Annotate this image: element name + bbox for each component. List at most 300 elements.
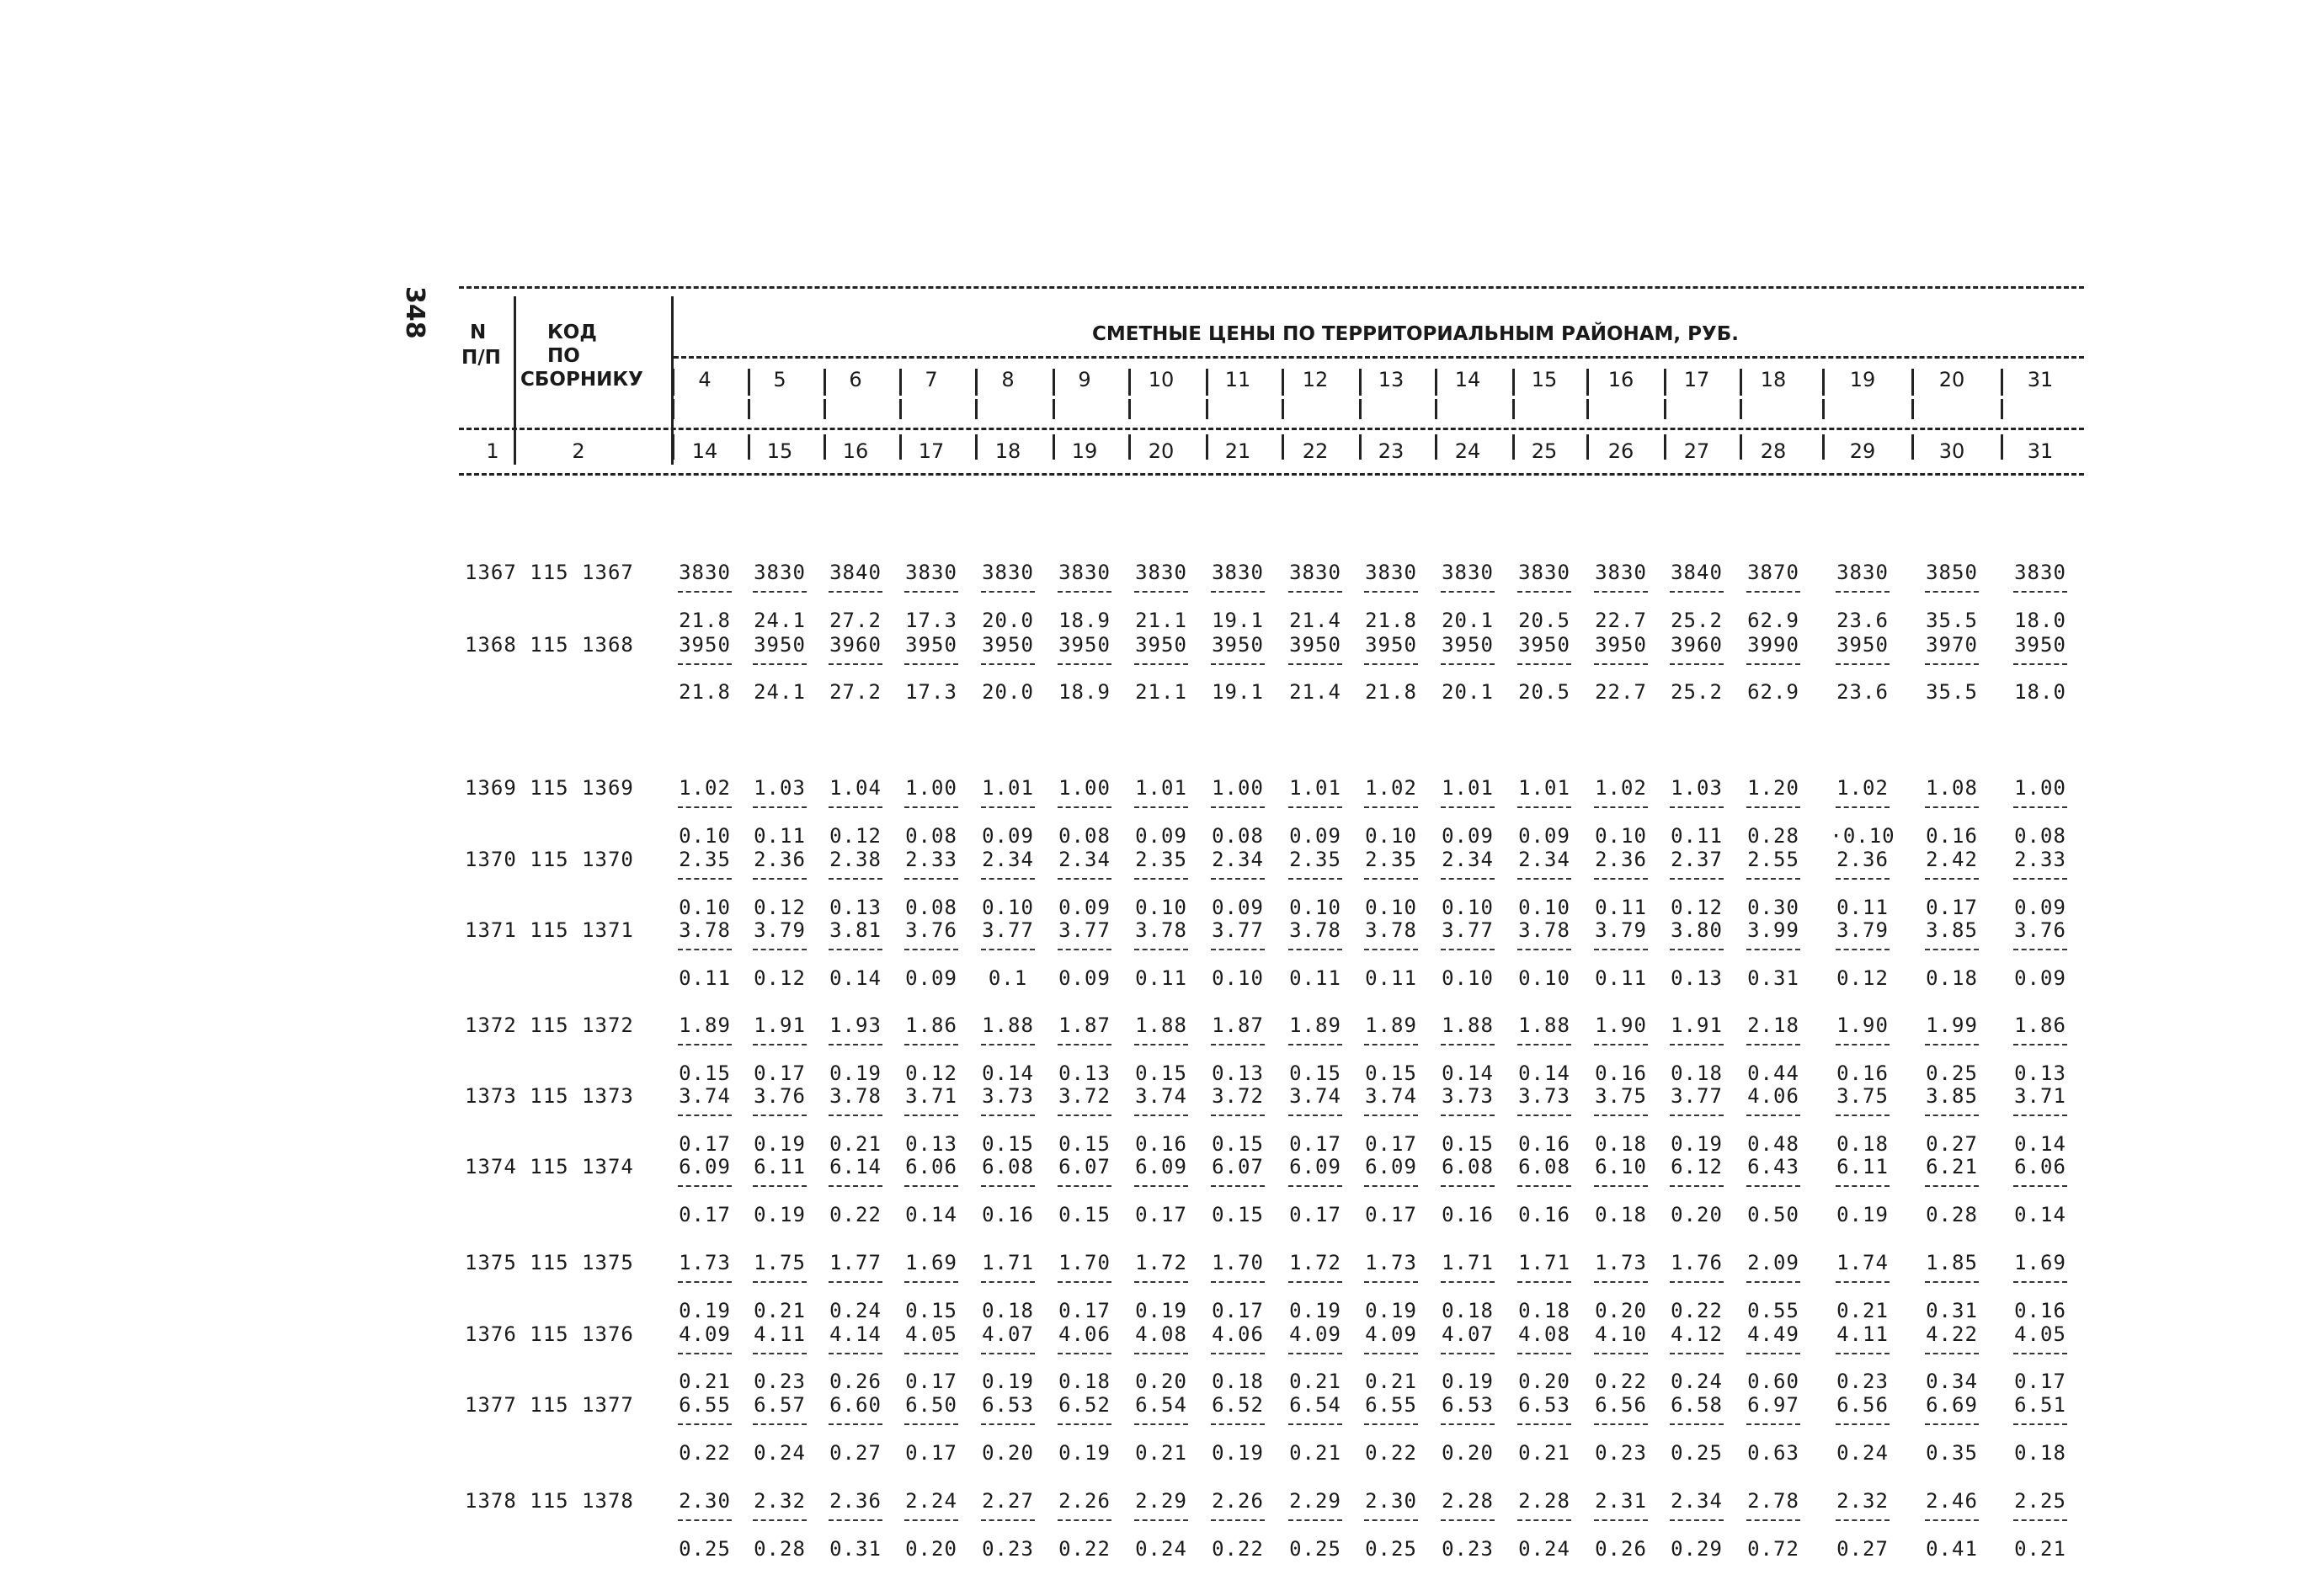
col-divider (1359, 369, 1362, 396)
fraction-line (1594, 806, 1648, 808)
fraction-line (981, 1115, 1035, 1116)
transport-value: 0.18 (1058, 1370, 1111, 1393)
fraction-line (1211, 1519, 1265, 1521)
fraction-line (1441, 663, 1495, 665)
price-value: 3.78 (1289, 918, 1341, 942)
fraction-line (981, 663, 1035, 665)
price-value: 4.14 (829, 1322, 882, 1346)
col-divider (1586, 399, 1589, 419)
transport-value: 0.11 (1671, 824, 1723, 848)
transport-value: 27.2 (829, 680, 882, 704)
fraction-line (829, 1353, 882, 1354)
col-divider (1911, 434, 1914, 460)
price-value: 4.09 (679, 1322, 731, 1346)
price-value: 3830 (982, 561, 1034, 584)
price-value: 6.56 (1595, 1393, 1647, 1417)
transport-value: 0.1 (988, 966, 1028, 990)
fraction-line (1594, 1115, 1648, 1116)
transport-value: 0.16 (1926, 824, 1978, 848)
index-left-1: 1 (486, 439, 499, 463)
fraction-line (1836, 949, 1890, 950)
fraction-line (1594, 878, 1648, 880)
fraction-line (1746, 1185, 1800, 1187)
transport-value: 0.24 (829, 1299, 882, 1322)
fraction-line (1925, 806, 1979, 808)
fraction-line (1517, 1044, 1571, 1045)
transport-value: 0.08 (1058, 824, 1111, 848)
transport-value: 0.18 (1926, 966, 1978, 990)
col-divider (1586, 434, 1589, 460)
fraction-line (1211, 591, 1265, 593)
price-value: 3950 (1442, 633, 1494, 657)
col-divider (1053, 369, 1055, 396)
price-value: 6.43 (1747, 1155, 1799, 1178)
price-value: 4.05 (2014, 1322, 2066, 1346)
transport-value: 18.9 (1058, 680, 1111, 704)
fraction-line (2013, 806, 2067, 808)
transport-value: 0.12 (1671, 896, 1723, 919)
fraction-line (904, 1519, 958, 1521)
fraction-line (1836, 1185, 1890, 1187)
price-value: 3.74 (1365, 1084, 1417, 1108)
transport-value: 0.11 (1595, 966, 1647, 990)
transport-value: 0.17 (1212, 1299, 1264, 1322)
fraction-line (1925, 1519, 1979, 1521)
price-value: 3840 (829, 561, 882, 584)
transport-value: 0.12 (754, 966, 806, 990)
col-divider (1206, 399, 1208, 419)
transport-value: 0.12 (754, 896, 806, 919)
col-divider (1822, 434, 1825, 460)
row-code: 1369 115 1369 (465, 776, 634, 800)
price-value: 4.09 (1289, 1322, 1341, 1346)
price-value: 6.10 (1595, 1155, 1647, 1178)
price-value: 4.05 (905, 1322, 957, 1346)
transport-value: 0.09 (2014, 966, 2066, 990)
fraction-line (1058, 1353, 1111, 1354)
transport-value: 0.13 (1212, 1061, 1264, 1085)
transport-value: 17.3 (905, 609, 957, 632)
price-value: 1.02 (1595, 776, 1647, 800)
transport-value: 0.17 (1926, 896, 1978, 919)
fraction-line (1058, 1115, 1111, 1116)
fraction-line (1670, 1353, 1724, 1354)
fraction-line (904, 949, 958, 950)
col-divider (1664, 399, 1666, 419)
fraction-line (753, 949, 807, 950)
transport-value: 0.14 (829, 966, 882, 990)
price-value: 2.34 (1058, 848, 1111, 871)
transport-value: 0.08 (905, 896, 957, 919)
transport-value: 0.22 (1365, 1441, 1417, 1465)
price-value: 2.32 (1836, 1489, 1889, 1513)
price-value: 3950 (905, 633, 957, 657)
price-value: 1.00 (1212, 776, 1264, 800)
rule-sub-header (674, 356, 2084, 359)
col-divider (1206, 434, 1208, 460)
fraction-line (904, 878, 958, 880)
price-value: 6.11 (1836, 1155, 1889, 1178)
table-title: СМЕТНЫЕ ЦЕНЫ ПО ТЕРРИТОРИАЛЬНЫМ РАЙОНАМ, РУБ. (1092, 323, 1740, 345)
fraction-line (1925, 1185, 1979, 1187)
price-value: 2.34 (1442, 848, 1494, 871)
fraction-line (1517, 949, 1571, 950)
transport-value: 0.23 (982, 1537, 1034, 1561)
fraction-line (1670, 1519, 1724, 1521)
transport-value: 0.17 (1365, 1132, 1417, 1156)
price-value: 3960 (829, 633, 882, 657)
transport-value: 0.18 (2014, 1441, 2066, 1465)
fraction-line (1746, 1115, 1800, 1116)
fraction-line (2013, 878, 2067, 880)
fraction-line (1441, 1353, 1495, 1354)
page-number: 348 (400, 286, 429, 339)
fraction-line (1211, 949, 1265, 950)
price-value: 1.90 (1595, 1013, 1647, 1037)
transport-value: 0.17 (1289, 1203, 1341, 1226)
col-divider (2001, 434, 2003, 460)
transport-value: 0.48 (1747, 1132, 1799, 1156)
fraction-line (1058, 1044, 1111, 1045)
fraction-line (678, 1353, 732, 1354)
fraction-line (829, 1281, 882, 1283)
transport-value: 21.8 (679, 609, 731, 632)
region-label: 8 (1001, 368, 1015, 391)
fraction-line (1594, 1423, 1648, 1425)
price-value: 3950 (1058, 633, 1111, 657)
price-value: 4.08 (1518, 1322, 1570, 1346)
transport-value: 35.5 (1926, 609, 1978, 632)
price-value: 1.01 (1442, 776, 1494, 800)
price-value: 1.86 (2014, 1013, 2066, 1037)
col-code-label: КОД (547, 322, 597, 343)
price-value: 4.07 (982, 1322, 1034, 1346)
fraction-line (1670, 1044, 1724, 1045)
price-value: 1.70 (1058, 1251, 1111, 1274)
fraction-line (678, 1044, 732, 1045)
transport-value: 0.44 (1747, 1061, 1799, 1085)
fraction-line (1441, 806, 1495, 808)
transport-value: 0.10 (1595, 824, 1647, 848)
fraction-line (1836, 1115, 1890, 1116)
price-value: 3.74 (679, 1084, 731, 1108)
price-value: 1.93 (829, 1013, 882, 1037)
fraction-line (1211, 1115, 1265, 1116)
fraction-line (678, 1185, 732, 1187)
fraction-line (829, 1044, 882, 1045)
fraction-line (1364, 1044, 1418, 1045)
fraction-line (1925, 1115, 1979, 1116)
price-value: 1.02 (1365, 776, 1417, 800)
transport-value: 0.23 (1442, 1537, 1494, 1561)
price-value: 1.88 (1442, 1013, 1494, 1037)
transport-value: 0.24 (754, 1441, 806, 1465)
transport-value: 0.21 (1289, 1370, 1341, 1393)
price-value: 1.02 (1836, 776, 1889, 800)
transport-value: 20.0 (982, 680, 1034, 704)
price-value: 3.71 (905, 1084, 957, 1108)
transport-value: 0.09 (1135, 824, 1187, 848)
price-value: 6.51 (2014, 1393, 2066, 1417)
transport-value: 0.22 (1671, 1299, 1723, 1322)
fraction-line (1134, 806, 1188, 808)
price-value: 1.90 (1836, 1013, 1889, 1037)
transport-value: 0.11 (1289, 966, 1341, 990)
fraction-line (1288, 1115, 1342, 1116)
price-value: 3.78 (679, 918, 731, 942)
fraction-line (753, 1044, 807, 1045)
transport-value: 0.17 (679, 1132, 731, 1156)
price-value: 6.08 (1518, 1155, 1570, 1178)
transport-value: 0.19 (1212, 1441, 1264, 1465)
col-divider (1128, 399, 1131, 419)
transport-value: 0.31 (829, 1537, 882, 1561)
fraction-line (829, 1185, 882, 1187)
transport-value: 0.63 (1747, 1441, 1799, 1465)
transport-value: 19.1 (1212, 609, 1264, 632)
rule-top (459, 286, 2084, 289)
transport-value: 0.25 (1289, 1537, 1341, 1561)
price-value: 2.55 (1747, 848, 1799, 871)
price-value: 3840 (1671, 561, 1723, 584)
transport-value: 0.15 (1058, 1203, 1111, 1226)
transport-value: 17.3 (905, 680, 957, 704)
price-value: 3830 (1135, 561, 1187, 584)
col-divider (1282, 369, 1284, 396)
fraction-line (2013, 663, 2067, 665)
price-value: 6.07 (1212, 1155, 1264, 1178)
price-value: 1.87 (1058, 1013, 1111, 1037)
fraction-line (1925, 949, 1979, 950)
fraction-line (753, 806, 807, 808)
fraction-line (1288, 806, 1342, 808)
price-value: 3.78 (1518, 918, 1570, 942)
fraction-line (2013, 1281, 2067, 1283)
transport-value: 0.10 (1365, 896, 1417, 919)
fraction-line (904, 1044, 958, 1045)
transport-value: 0.13 (1058, 1061, 1111, 1085)
transport-value: 0.31 (1747, 966, 1799, 990)
fraction-line (1517, 878, 1571, 880)
index-label: 14 (691, 439, 718, 463)
index-label: 18 (994, 439, 1021, 463)
fraction-line (1594, 949, 1648, 950)
fraction-line (1594, 1519, 1648, 1521)
fraction-line (1925, 1281, 1979, 1283)
price-value: 3830 (1836, 561, 1889, 584)
transport-value: 18.0 (2014, 680, 2066, 704)
transport-value: 0.14 (2014, 1203, 2066, 1226)
price-value: 1.00 (2014, 776, 2066, 800)
price-value: 6.08 (982, 1155, 1034, 1178)
col-divider (672, 399, 674, 419)
price-value: 2.36 (754, 848, 806, 871)
fraction-line (1134, 663, 1188, 665)
fraction-line (981, 1423, 1035, 1425)
fraction-line (1594, 1281, 1648, 1283)
fraction-line (981, 806, 1035, 808)
price-value: 6.11 (754, 1155, 806, 1178)
price-value: 6.06 (2014, 1155, 2066, 1178)
transport-value: 0.10 (1135, 896, 1187, 919)
fraction-line (678, 1115, 732, 1116)
transport-value: 0.23 (1595, 1441, 1647, 1465)
price-value: 6.52 (1212, 1393, 1264, 1417)
transport-value: 0.21 (1365, 1370, 1417, 1393)
price-value: 1.74 (1836, 1251, 1889, 1274)
fraction-line (981, 1185, 1035, 1187)
price-value: 3830 (2014, 561, 2066, 584)
price-value: 3830 (1365, 561, 1417, 584)
transport-value: 0.10 (1289, 896, 1341, 919)
price-value: 3950 (1595, 633, 1647, 657)
transport-value: 0.18 (1595, 1203, 1647, 1226)
fraction-line (1211, 1353, 1265, 1354)
transport-value: 21.8 (1365, 609, 1417, 632)
fraction-line (1746, 1281, 1800, 1283)
col-divider (975, 399, 978, 419)
price-value: 6.52 (1058, 1393, 1111, 1417)
price-value: 1.70 (1212, 1251, 1264, 1274)
row-code: 1371 115 1371 (465, 918, 634, 942)
fraction-line (1211, 878, 1265, 880)
price-value: 1.01 (982, 776, 1034, 800)
price-value: 4.09 (1365, 1322, 1417, 1346)
fraction-line (1134, 1353, 1188, 1354)
price-value: 3.73 (982, 1084, 1034, 1108)
transport-value: 0.14 (1518, 1061, 1570, 1085)
price-value: 3830 (1289, 561, 1341, 584)
transport-value: 0.41 (1926, 1537, 1978, 1561)
col-divider (1435, 369, 1437, 396)
transport-value: 0.11 (754, 824, 806, 848)
price-value: 2.30 (1365, 1489, 1417, 1513)
price-value: 1.00 (1058, 776, 1111, 800)
region-label: 20 (1938, 368, 1965, 391)
transport-value: 0.11 (1135, 966, 1187, 990)
price-value: 1.01 (1135, 776, 1187, 800)
price-value: 1.71 (1442, 1251, 1494, 1274)
transport-value: 0.16 (1442, 1203, 1494, 1226)
transport-value: 23.6 (1836, 609, 1889, 632)
col-divider (899, 434, 902, 460)
price-value: 1.85 (1926, 1251, 1978, 1274)
transport-value: 0.29 (1671, 1537, 1723, 1561)
fraction-line (1364, 1519, 1418, 1521)
price-value: 1.77 (829, 1251, 882, 1274)
transport-value: 0.18 (1836, 1132, 1889, 1156)
row-code: 1374 115 1374 (465, 1155, 634, 1178)
price-value: 1.72 (1289, 1251, 1341, 1274)
fraction-line (1211, 663, 1265, 665)
price-value: 2.35 (679, 848, 731, 871)
fraction-line (1441, 1044, 1495, 1045)
fraction-line (2013, 1115, 2067, 1116)
price-value: 3970 (1926, 633, 1978, 657)
transport-value: 0.27 (829, 1441, 882, 1465)
price-value: 3.71 (2014, 1084, 2066, 1108)
index-label: 30 (1938, 439, 1965, 463)
fraction-line (1517, 1353, 1571, 1354)
price-value: 3.85 (1926, 1084, 1978, 1108)
col-n-sub-label: П/П (461, 347, 501, 369)
price-value: 3.78 (1365, 918, 1417, 942)
index-label: 31 (2027, 439, 2054, 463)
region-label: 4 (698, 368, 712, 391)
transport-value: 0.18 (1442, 1299, 1494, 1322)
fraction-line (829, 878, 882, 880)
price-value: 3.75 (1595, 1084, 1647, 1108)
transport-value: 0.16 (1518, 1203, 1570, 1226)
transport-value: 0.19 (1365, 1299, 1417, 1322)
fraction-line (753, 1281, 807, 1283)
transport-value: 62.9 (1747, 680, 1799, 704)
price-value: 1.88 (1518, 1013, 1570, 1037)
transport-value: 0.23 (754, 1370, 806, 1393)
fraction-line (1836, 1353, 1890, 1354)
fraction-line (1134, 878, 1188, 880)
transport-value: 20.1 (1442, 609, 1494, 632)
fraction-line (1134, 1519, 1188, 1521)
price-value: 2.35 (1135, 848, 1187, 871)
transport-value: 0.19 (754, 1203, 806, 1226)
transport-value: 0.22 (679, 1441, 731, 1465)
fraction-line (753, 1185, 807, 1187)
fraction-line (904, 663, 958, 665)
transport-value: 0.18 (982, 1299, 1034, 1322)
price-value: 3830 (679, 561, 731, 584)
price-value: 1.00 (905, 776, 957, 800)
fraction-line (1746, 806, 1800, 808)
price-value: 2.36 (1836, 848, 1889, 871)
fraction-line (1594, 663, 1648, 665)
index-label: 19 (1071, 439, 1098, 463)
price-value: 3.77 (982, 918, 1034, 942)
fraction-line (1058, 663, 1111, 665)
transport-value: 0.25 (1671, 1441, 1723, 1465)
transport-value: 0.13 (2014, 1061, 2066, 1085)
transport-value: 0.10 (679, 896, 731, 919)
price-value: 3830 (1518, 561, 1570, 584)
fraction-line (829, 949, 882, 950)
transport-value: 0.17 (1289, 1132, 1341, 1156)
price-value: 3830 (1442, 561, 1494, 584)
transport-value: 21.8 (679, 680, 731, 704)
fraction-line (1670, 878, 1724, 880)
fraction-line (1288, 949, 1342, 950)
transport-value: 0.12 (1836, 966, 1889, 990)
fraction-line (678, 878, 732, 880)
col-divider (748, 369, 750, 396)
col-divider (1586, 369, 1589, 396)
fraction-line (1441, 1519, 1495, 1521)
fraction-line (1836, 591, 1890, 593)
fraction-line (829, 1115, 882, 1116)
fraction-line (981, 949, 1035, 950)
fraction-line (904, 1281, 958, 1283)
transport-value: 0.15 (1212, 1203, 1264, 1226)
transport-value: 0.28 (1926, 1203, 1978, 1226)
transport-value: 0.10 (1212, 966, 1264, 990)
fraction-line (2013, 1185, 2067, 1187)
transport-value: 0.20 (982, 1441, 1034, 1465)
price-value: 1.03 (1671, 776, 1723, 800)
price-value: 4.06 (1747, 1084, 1799, 1108)
price-value: 1.88 (982, 1013, 1034, 1037)
price-value: 1.89 (679, 1013, 731, 1037)
fraction-line (904, 1423, 958, 1425)
price-value: 3830 (1058, 561, 1111, 584)
